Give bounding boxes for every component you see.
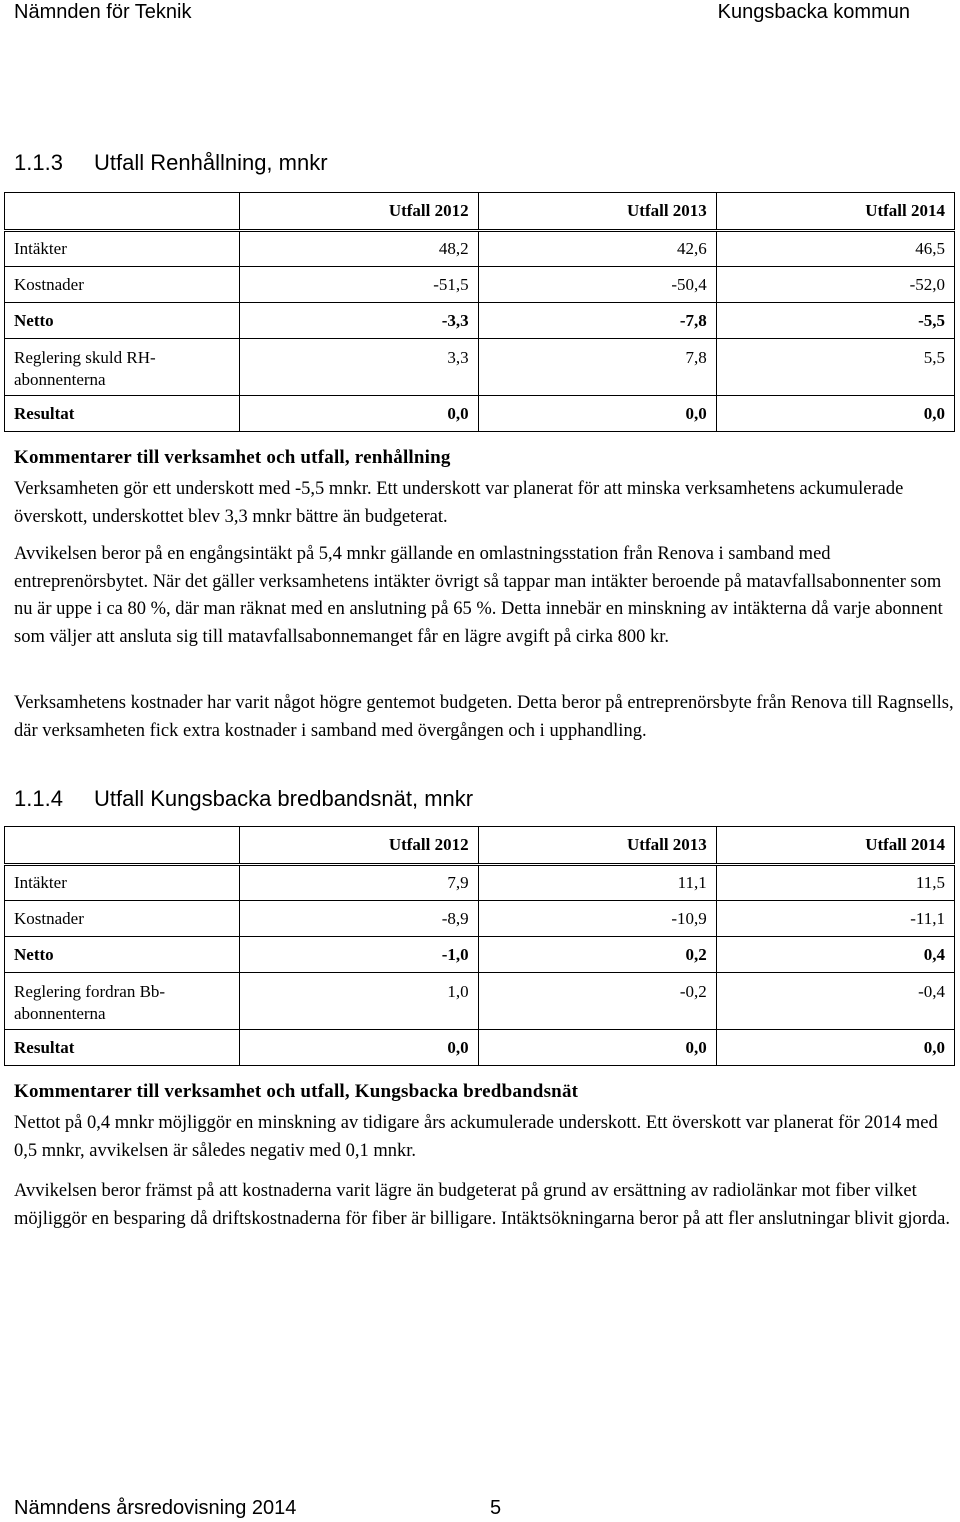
table-row <box>5 396 955 432</box>
footer-text: Nämndens årsredovisning 2014 <box>14 1497 297 1519</box>
row-value: 11,5 <box>716 865 954 901</box>
section-title-text: Utfall Renhållning, mnkr <box>94 150 328 175</box>
section-title-text: Utfall Kungsbacka bredbandsnät, mnkr <box>94 786 474 811</box>
table-row <box>5 865 955 901</box>
row-value: -50,4 <box>478 267 716 303</box>
row-value: 0,0 <box>478 1030 716 1066</box>
header-right: Kungsbacka kommun <box>717 1 910 23</box>
table-row <box>5 267 955 303</box>
row-label: Reglering skuld RH-abonnenterna <box>5 339 240 396</box>
bredband-table <box>4 826 955 1066</box>
row-label: Resultat <box>5 396 240 432</box>
row-label: Kostnader <box>5 267 240 303</box>
table-row <box>5 1030 955 1066</box>
table-header-row <box>5 193 955 231</box>
row-label: Intäkter <box>5 231 240 267</box>
paragraph: Avvikelsen beror på en engångsintäkt på 5,4 mnkr gällande en omlastningsstation från Renova i samband med entreprenörsbytet. När det gäller verksamhetens intäkter övrigt så tappar man intäkter beroende på matavfallsabonnenter som nu är uppe i ca 80 %, där man räknat med en anslutning på 65 %. Detta innebär en minskning av intäkterna då varje abonnent som väljer att ansluta sig till matavfallsabonnemanget får en lägre avgift på cirka 800 kr. <box>14 544 943 647</box>
row-label: Netto <box>5 937 240 973</box>
section-number: 1.1.4 <box>14 786 63 811</box>
table-row <box>5 231 955 267</box>
table-row <box>5 973 955 1030</box>
table-header-cell: Utfall 2012 <box>240 827 478 865</box>
paragraph: Verksamhetens kostnader har varit något högre gentemot budgeten. Detta beror på entreprenörsbyte från Renova till Ragnsells, där verksamheten fick extra kostnader i samband med övergången och i upphandling. <box>14 693 954 741</box>
table-row <box>5 901 955 937</box>
row-value: 0,0 <box>240 1030 478 1066</box>
row-value: 0,4 <box>716 937 954 973</box>
table-row <box>5 937 955 973</box>
table-header-cell: Utfall 2012 <box>240 193 478 231</box>
table-row <box>5 303 955 339</box>
row-value: 3,3 <box>240 339 478 396</box>
table-header-cell: Utfall 2013 <box>478 827 716 865</box>
header-left: Nämnden för Teknik <box>14 1 192 23</box>
paragraph: Verksamheten gör ett underskott med -5,5 mnkr. Ett underskott var planerat för att minska verksamhetens ackumulerade överskott, underskottet blev 3,3 mnkr bättre än budgeterat. <box>14 479 904 527</box>
row-value: 11,1 <box>478 865 716 901</box>
row-label: Resultat <box>5 1030 240 1066</box>
row-value: -51,5 <box>240 267 478 303</box>
row-value: -8,9 <box>240 901 478 937</box>
row-value: -52,0 <box>716 267 954 303</box>
row-value: -7,8 <box>478 303 716 339</box>
paragraph: Avvikelsen beror främst på att kostnaderna varit lägre än budgeterat på grund av ersättning av radiolänkar mot fiber vilket möjliggör en besparing då driftskostnaderna för fiber är billigare. Intäktsökningarna beror på att fler anslutningar blivit gjorda. <box>14 1181 951 1229</box>
row-value: -1,0 <box>240 937 478 973</box>
row-value: 0,0 <box>478 396 716 432</box>
renhallning-table <box>4 192 955 432</box>
row-value: -10,9 <box>478 901 716 937</box>
row-value: 46,5 <box>716 231 954 267</box>
row-label: Netto <box>5 303 240 339</box>
row-value: -0,2 <box>478 973 716 1030</box>
table-row <box>5 339 955 396</box>
row-value: -11,1 <box>716 901 954 937</box>
table-header-empty <box>5 827 240 865</box>
row-label: Kostnader <box>5 901 240 937</box>
row-value: -0,4 <box>716 973 954 1030</box>
table-header-row <box>5 827 955 865</box>
row-value: 42,6 <box>478 231 716 267</box>
row-value: 5,5 <box>716 339 954 396</box>
table-header-cell: Utfall 2013 <box>478 193 716 231</box>
table-header-cell: Utfall 2014 <box>716 827 954 865</box>
comment-heading-renhallning: Kommentarer till verksamhet och utfall, renhållning <box>14 447 451 468</box>
row-value: 7,9 <box>240 865 478 901</box>
row-value: -3,3 <box>240 303 478 339</box>
section-title-renhallning <box>14 150 328 176</box>
comment-heading-bredband: Kommentarer till verksamhet och utfall, Kungsbacka bredbandsnät <box>14 1081 579 1102</box>
section-title-bredband <box>14 786 473 812</box>
row-value: 1,0 <box>240 973 478 1030</box>
paragraph: Nettot på 0,4 mnkr möjliggör en minskning av tidigare års ackumulerade underskott. Ett överskott var planerat för 2014 med 0,5 mnkr, avvikelsen är således negativ med 0,1 mnkr. <box>14 1113 938 1161</box>
row-value: 7,8 <box>478 339 716 396</box>
row-value: 0,0 <box>716 1030 954 1066</box>
row-value: -5,5 <box>716 303 954 339</box>
row-label: Reglering fordran Bb-abonnenterna <box>5 973 240 1030</box>
section-number: 1.1.3 <box>14 150 63 175</box>
row-label: Intäkter <box>5 865 240 901</box>
row-value: 0,2 <box>478 937 716 973</box>
table-header-cell: Utfall 2014 <box>716 193 954 231</box>
row-value: 0,0 <box>716 396 954 432</box>
page-number: 5 <box>490 1497 502 1519</box>
table-header-empty <box>5 193 240 231</box>
row-value: 48,2 <box>240 231 478 267</box>
row-value: 0,0 <box>240 396 478 432</box>
